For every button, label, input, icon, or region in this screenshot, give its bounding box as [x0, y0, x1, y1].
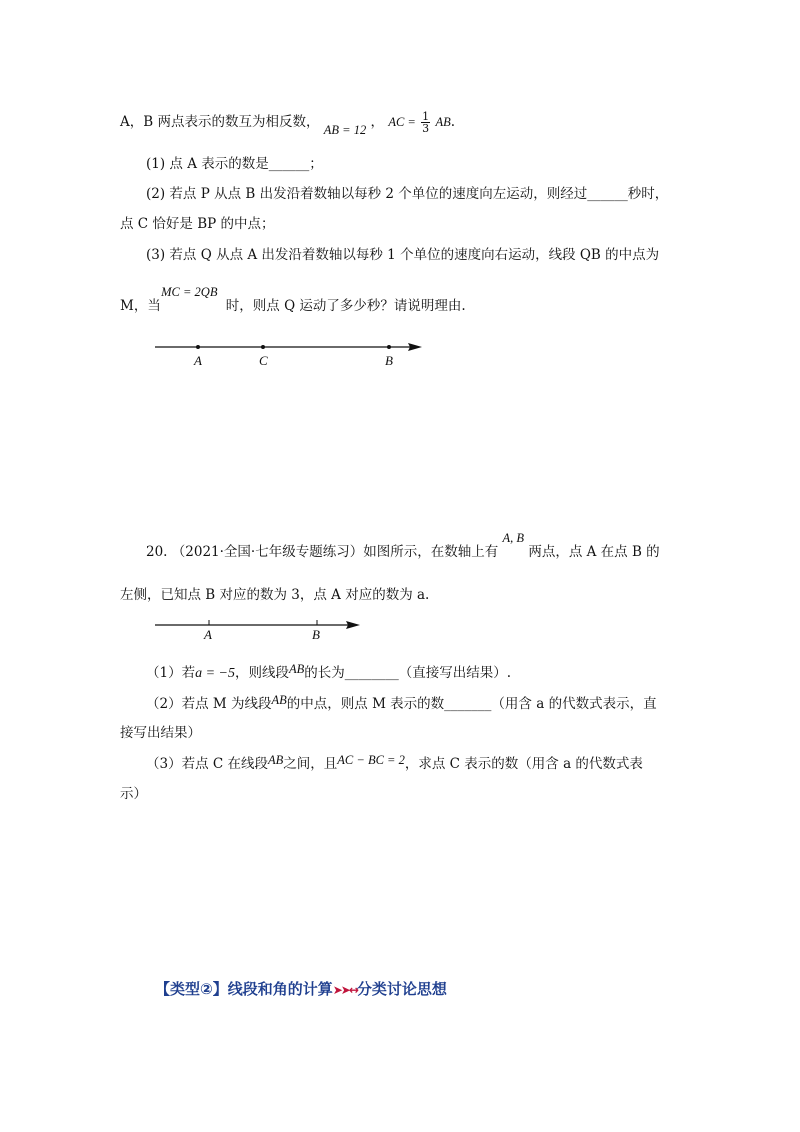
q19-label-b: B	[385, 353, 393, 368]
double-arrow-icon: ➤➤↔	[332, 983, 357, 997]
q19-point-a	[196, 345, 200, 349]
q19-point-b	[387, 345, 391, 349]
q20-part2-suffix: 的中点，则点 M 表示的数_______（用含 a 的代数式表示，直	[286, 696, 657, 712]
q20-ab-pair: A, B	[502, 531, 525, 545]
q20-part3	[146, 752, 643, 772]
q20-part3-prefix: （3）若点 C 在线段	[146, 756, 269, 772]
q20-intro-line1	[146, 531, 660, 560]
q19-intro-text: A，B 两点表示的数互为相反数，	[120, 114, 320, 130]
q20-part3-line2: 示）	[120, 786, 147, 802]
q20-part2-line2: 接写出结果）	[120, 725, 201, 741]
q19-fraction	[421, 111, 430, 134]
section-heading	[155, 978, 447, 999]
q19-point-c	[261, 345, 265, 349]
q19-ac-rhs: AB	[435, 115, 451, 129]
q20-axis-arrow	[346, 621, 360, 629]
q20-part1	[146, 661, 511, 682]
q19-part2-line2: 点 C 恰好是 BP 的中点；	[120, 216, 275, 232]
q20-part1-math: a = −5	[195, 666, 235, 681]
q20-intro-line2: 左侧，已知点 B 对应的数为 3，点 A 对应的数为 a.	[120, 587, 430, 603]
q20-part1-mid: ，则线段	[235, 665, 289, 681]
q20-part2-ab: AB	[271, 693, 287, 707]
q20-part1-ab: AB	[289, 662, 305, 676]
q19-part3-m: M，当	[120, 298, 161, 314]
q19-fraction-denominator: 3	[422, 122, 430, 135]
q19-fraction-numerator: 1	[422, 110, 430, 123]
q20-part3-ab: AB	[268, 753, 284, 767]
q19-label-a: A	[194, 353, 202, 368]
q19-part1: (1) 点 A 表示的数是______；	[146, 156, 323, 172]
q19-label-c: C	[259, 353, 268, 368]
q19-part2-line1: (2) 若点 P 从点 B 出发沿着数轴以每秒 2 个单位的速度向左运动，则经过______秒时，	[146, 186, 669, 202]
section-heading-label: 【类型②】线段和角的计算	[155, 980, 333, 998]
q20-label-b: B	[312, 627, 320, 642]
q19-part3-rest: 时，则点 Q 运动了多少秒？请说明理由.	[225, 298, 466, 314]
q19-ab-equation: AB = 12	[323, 123, 367, 137]
section-heading-label2: 分类讨论思想	[356, 980, 447, 998]
q20-part3-mid: 之间，且	[283, 756, 338, 772]
q19-period: .	[450, 114, 456, 130]
q20-label-a: A	[204, 627, 212, 642]
q20-part2-prefix: （2）若点 M 为线段	[146, 696, 272, 712]
q20-part1-suffix: 的长为________（直接写出结果）.	[304, 665, 512, 681]
q19-intro	[120, 110, 456, 137]
q19-part3-line2	[120, 280, 466, 314]
q20-part1-prefix: （1）若	[146, 665, 196, 681]
q20-number-line	[150, 617, 370, 647]
q20-part3-suffix: ，求点 C 表示的数（用含 a 的代数式表	[404, 756, 643, 772]
q19-mc-equation: MC = 2QB	[161, 285, 218, 299]
q19-ac-lhs: AC =	[388, 115, 416, 129]
q19-part3-line1: (3) 若点 Q 从点 A 出发沿着数轴以每秒 1 个单位的速度向右运动，线段 QB 的中点为	[146, 247, 660, 263]
q19-comma: ，	[370, 114, 385, 130]
q20-part3-math: AC − BC = 2	[337, 753, 405, 767]
q20-part2	[146, 692, 657, 712]
q20-intro-text: 20. （2021·全国·七年级专题练习）如图所示，在数轴上有	[146, 544, 499, 560]
q19-axis-arrow	[408, 343, 422, 351]
q19-number-line	[150, 335, 430, 375]
q20-intro-text-b: 两点，点 A 在点 B 的	[528, 544, 660, 560]
